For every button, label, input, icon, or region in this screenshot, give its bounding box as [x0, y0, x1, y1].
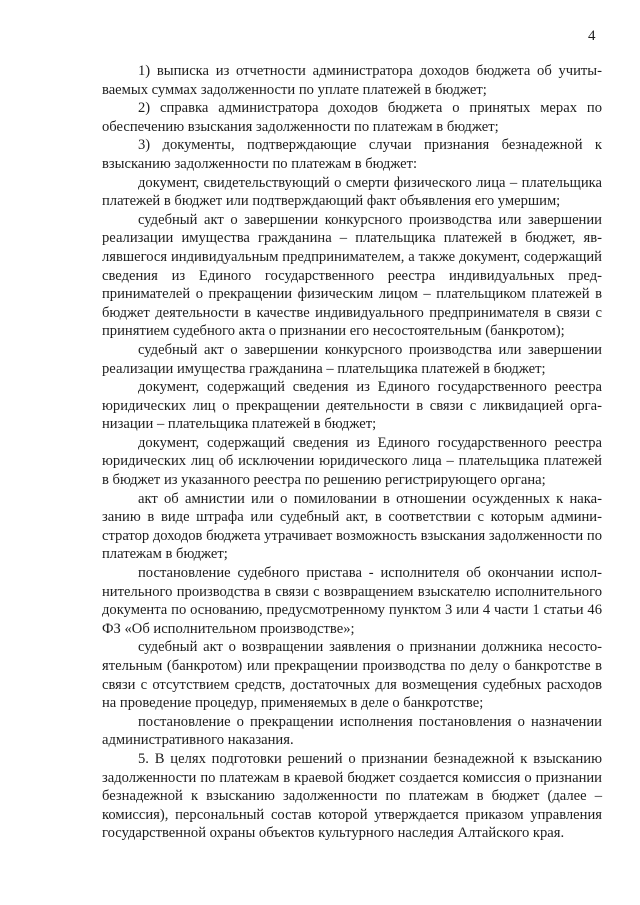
paragraph-4: документ, свидетельствующий о смерти физического лица – плательщика платежей в бюджет или подтверждающий факт объявления его умершим;	[102, 174, 602, 210]
document-body	[102, 62, 602, 843]
paragraph-13: 5. В целях подготовки решений о признании безнадежной к взысканию задолженности по платежам в краевой бюджет создается комиссия о признании безнадежной к взысканию задолженности по платежам в бюджет (далее – комиссия), персональный состав которой утверждается приказом управления государственной охраны объектов культурного наследия Алтайского края.	[102, 750, 602, 842]
paragraph-3: 3) документы, подтверждающие случаи признания безнадежной к взысканию задолженности по платежам в бюджет:	[102, 137, 602, 172]
paragraph-9: акт об амнистии или о помиловании в отношении осужденных к наказанию в виде штрафа или судебный акт, в соответствии с которым администратор доходов бюджета утрачивает возможность взыскания задолженности по платежам в бюджет;	[102, 490, 602, 563]
paragraph-1: 1) выписка из отчетности администратора доходов бюджета об учитываемых суммах задолженности по уплате платежей в бюджет;	[102, 63, 602, 98]
paragraph-7: документ, содержащий сведения из Единого государственного реестра юридических лиц о прекращении деятельности в связи с ликвидацией организации – плательщика платежей в бюджет;	[102, 379, 602, 433]
paragraph-5: судебный акт о завершении конкурсного производства или завершении реализации имущества гражданина – плательщика платежей в бюджет, являвшегося индивидуальным предпринимателем, а также документ, содержащий сведения из Единого государственного реестра индивидуальных предпринимателей о прекращении физическим лицом – плательщиком платежей в бюджет деятельности в качестве индивидуального предпринимателя в связи с принятием судебного акта о признании его несостоятельным (банкротом);	[102, 211, 602, 340]
page-number: 4	[588, 28, 596, 44]
paragraph-12: постановление о прекращении исполнения постановления о назначении административного наказания.	[102, 713, 602, 749]
paragraph-6: судебный акт о завершении конкурсного производства или завершении реализации имущества гражданина – плательщика платежей в бюджет;	[102, 341, 602, 377]
paragraph-8: документ, содержащий сведения из Единого государственного реестра юридических лиц об исключении юридического лица – плательщика платежей в бюджет из указанного реестра по решению регистрирующего органа;	[102, 434, 602, 489]
paragraph-2: 2) справка администратора доходов бюджета о принятых мерах по обеспечению взыскания задолженности по платежам в бюджет;	[102, 100, 602, 135]
paragraph-11: судебный акт о возвращении заявления о признании должника несостоятельным (банкротом) или прекращении производства по делу о банкротстве в связи с отсутствием средств, достаточных для возмещения судебных расходов на проведение процедур, применяемых в деле о банкротстве;	[102, 639, 602, 712]
paragraph-10: постановление судебного пристава - исполнителя об окончании исполнительного производства в связи с возвращением взыскателю исполнительного документа по основанию, предусмотренному пунктом 3 или 4 части 1 статьи 46 ФЗ «Об исполнительном производстве»;	[102, 565, 602, 637]
